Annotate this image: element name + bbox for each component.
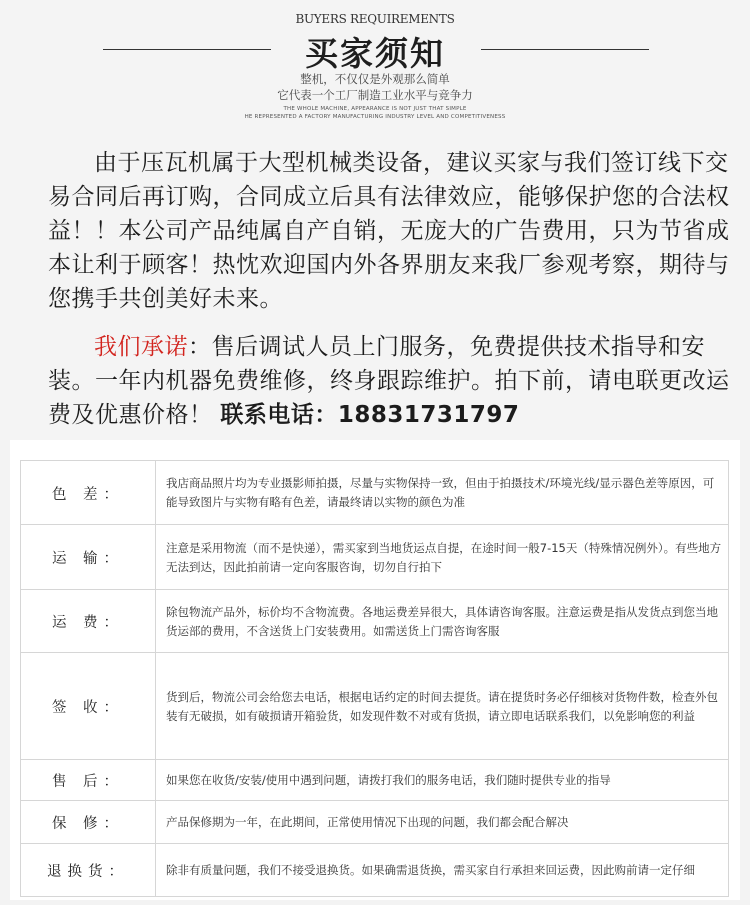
row-label: 保 修： bbox=[21, 801, 156, 844]
header-section bbox=[0, 0, 750, 440]
requirements-table bbox=[10, 440, 740, 900]
row-text: 注意是采用物流（而不是快递），需买家到当地货运点自提，在途时间一般7-15天（特殊情况例外）。有些地方无法到达，因此拍前请一定向客服咨询，切勿自行拍下 bbox=[166, 540, 722, 574]
row-label: 色 差： bbox=[21, 461, 156, 525]
subtitle-line-1: 整机，不仅仅是外观那么简单 bbox=[300, 72, 450, 86]
en-subtitle-line-1: THE WHOLE MACHINE, APPEARANCE IS NOT JUST THAT SIMPLE bbox=[283, 106, 467, 112]
row-text: 除非有质量问题，我们不接受退换货。如果确需退货换，需买家自行承担来回运费，因此购前请一定仔细 bbox=[166, 862, 695, 877]
en-title: BUYERS REQUIREMENTS bbox=[295, 12, 455, 26]
table-row bbox=[20, 524, 729, 591]
promise-text: ：售后调试人员上门服务，免费提供技术指导和安装。一年内机器免费维修，终身跟踪维护。拍下前，请电联更改运费及优惠价格！ bbox=[48, 334, 730, 428]
promise-paragraph bbox=[48, 330, 738, 432]
row-text: 产品保修期为一年，在此期间，正常使用情况下出现的问题，我们都会配合解决 bbox=[166, 815, 569, 829]
row-label: 运 费： bbox=[21, 590, 156, 653]
row-text: 除包物流产品外，标价均不含物流费。各地运费差异很大，具体请咨询客服。注意运费是指从发货点到您当地货运部的费用，不含送货上门安装费用。如需送货上门需咨询客服 bbox=[166, 604, 718, 638]
row-label: 售 后： bbox=[21, 760, 156, 801]
row-text: 我店商品照片均为专业摄影师拍摄，尽量与实物保持一致，但由于拍摄技术/环境光线/显示器色差等原因，可能导致图片与实物有略有色差，请最终请以实物的颜色为准 bbox=[166, 476, 715, 509]
row-label: 运 输： bbox=[21, 525, 156, 590]
table-row bbox=[20, 759, 729, 802]
subtitle-line-2: 它代表一个工厂制造工业水平与竞争力 bbox=[277, 88, 473, 102]
table-row bbox=[20, 800, 729, 845]
en-subtitle-line-2: HE REPRESENTED A FACTORY MANUFACTURING INDUSTRY LEVEL AND COMPETITIVENESS bbox=[244, 114, 506, 120]
phone-number: 18831731797 bbox=[337, 402, 520, 428]
row-text: 货到后，物流公司会给您去电话，根据电话约定的时间去提货。请在提货时务必仔细核对货物件数，检查外包装有无破损，如有破损请开箱验货，如发现件数不对或有货损，请立即电话联系我们，以免影响您的利益 bbox=[166, 689, 718, 723]
table-row bbox=[20, 589, 729, 654]
row-label: 签 收： bbox=[21, 653, 156, 760]
row-label: 退换货： bbox=[21, 844, 156, 896]
table-row bbox=[20, 843, 729, 897]
intro-paragraph: 由于压瓦机属于大型机械类设备，建议买家与我们签订线下交易合同后再订购，合同成立后具有法律效应，能够保护您的合法权益！！本公司产品纯属自产自销，无庞大的广告费用，只为节省成本让利于顾客！热忱欢迎国内外各界朋友来我厂参观考察，期待与您携手共创美好未来。 bbox=[48, 150, 730, 312]
phone-label: 联系电话： bbox=[220, 402, 338, 428]
row-text: 如果您在收货/安装/使用中遇到问题，请拨打我们的服务电话，我们随时提供专业的指导 bbox=[166, 773, 611, 787]
page-title: 买家须知 bbox=[305, 34, 445, 73]
table-row bbox=[20, 460, 729, 526]
table-row bbox=[20, 652, 729, 761]
promise-label: 我们承诺 bbox=[94, 334, 188, 360]
